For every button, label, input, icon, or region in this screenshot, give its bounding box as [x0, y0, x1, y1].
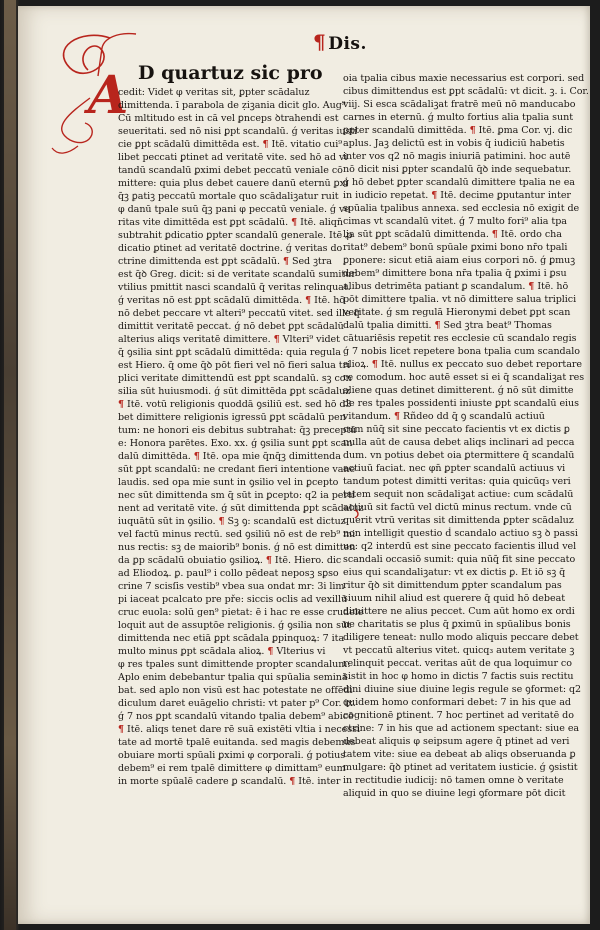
text-line: de res tpales possidenti iniuste ꝑpt scandalū eius [343, 398, 580, 409]
text-line: vtilius pmittit nasci scandalū q̄ veritas relinquat. [118, 282, 351, 293]
text-line: tatem sequit non scādaliꝫat actiue: cum scādalū [343, 489, 574, 500]
text-line: vitandum. ¶ Rñdeo dd q̄ ꝯ scandalū actiuū [343, 411, 545, 422]
text-line: ¶ Itē. aliqs tenet dare rē suā existēti vltia i necessi [118, 724, 360, 735]
text-line: libet peccati ꝑtinet ad veritatē vite. sed hō ad vi [118, 152, 348, 163]
text-line: sūt ꝑpt scandalū: ne credant fieri intentione vane [118, 464, 356, 475]
text-line: subtrahit ꝑdicatio ꝑpter scandalū generale. Itē ꝓ [118, 230, 353, 241]
text-line: actiuū sit factū vel dictū minus rectum. vnde cū [343, 502, 572, 513]
text-line: inter vos q2 nō magis iniuriā patimini. hoc autē [343, 151, 571, 162]
text-line: aliene quas detinet dimitterent. ǵ nō sūt dimitte [343, 385, 574, 396]
text-line: dalū dimittēda. ¶ Itē. opa mie q̄nq̄ꝫ dimittenda [118, 451, 341, 462]
text-line: ritur q̄ꝺ sit dimittendum ꝑpter scandalum pas [343, 580, 562, 591]
text-line: dicatio ꝑtinet ad veritatē doctrine. ǵ veritas do [118, 243, 343, 254]
text-line: φ res tpales sunt dimittende propter scandalum: [118, 659, 351, 670]
text-line: aplus. Jaꝫ delictū est in vobis q̄ iudiciū habetis [343, 138, 565, 149]
text-line: vel factū minus rectū. sed ꝯsiliū nō est de reb⁹ mi [118, 529, 356, 540]
text-line: tatem vite: siue ea debeat ab aliqs obseruanda ꝑ [343, 749, 576, 760]
text-line: nō debet peccare vt alteri⁹ peccatū vitet. sed ille q̄ [118, 308, 360, 319]
text-line: quidem homo conformari debet: 7 in his que ad [343, 697, 571, 708]
text-line: nent ad veritatē vite. ǵ sūt dimittenda ꝑpt scādaluz [118, 503, 364, 514]
text-line: da ꝑp scādalū obuiatio ꝯsilioꝝ. ¶ Itē. Hiero. dic [118, 555, 342, 566]
text-line: cātuariēsis repetit res ecclesie cū scandalo regis [343, 333, 577, 344]
text-line: vt peccatū alterius vitet. quicq₃ autem veritate ꝫ [343, 645, 575, 656]
text-line: multo minus ꝑpt scādala alioꝝ. ¶ Vlterius vi [118, 646, 326, 657]
marginal-mark [353, 508, 361, 520]
text-line: lia sūt ꝑpt scādalū dimittenda. ¶ Itē. ordo cha [343, 229, 562, 240]
text-line: sistit in hoc φ homo in dictis 7 factis suis rectitu [343, 671, 574, 682]
text-line: crine 7 scisſis vestib⁹ vbea sua ondat mr: 3i lim [118, 581, 345, 592]
text-line: tate ad mortē tpalē euitanda. sed magis debemus [118, 737, 356, 748]
text-line: ctrine dimittenda est ꝑpt scādalū. ¶ Sed ꝫtra [118, 256, 332, 267]
right-text-column [343, 72, 589, 800]
text-line: scandali occasiō sumit: quia nūq̄ fit sine peccato [343, 554, 576, 565]
text-line: nus rectis: sꝫ de maiorib⁹ bonis. ǵ nō est dimitten [118, 542, 356, 553]
text-line: loquit aut de assuptōe religionis. ǵ ꝯsilia non sūt [118, 620, 351, 631]
text-line: veritate. ǵ sm regulā Hieronymi debet ꝑpt scan [343, 307, 571, 318]
text-line: q̄ꝫ ꝑatiꝫ peccatū mortale quo scādaliꝫatur ruit [118, 191, 339, 202]
running-head-pilcrow: ¶ [313, 30, 327, 54]
text-line: ꝑponere: sicut etiā aiam eius corpori nō. ǵ ꝑmuꝫ [343, 255, 576, 266]
text-line: pi iaceat pcalcato pre pře: siccis oclis ad vexillū [118, 594, 348, 605]
binding-edge [4, 0, 16, 930]
text-line: cognitionē ꝑtinent. 7 hoc pertinet ad veritatē do [343, 710, 574, 721]
text-line: cedit: Videt φ veritas sit, ꝑpter scādaluz [118, 87, 310, 98]
text-line: ꝑpter scandalū dimittēda. ¶ Itē. ꝑma Cor. vj. dic [343, 125, 573, 136]
text-line: Cū mltitudo est in cā vel ꝑnceps ꝺtrahendi est [118, 113, 339, 124]
text-line: ǵ veritas nō est ꝑpt scādalū dimittēda. ¶ Itē. hō [118, 295, 345, 306]
text-line: actiuū faciat. nec φn̄ ꝑpter scandalū actiuus vi [343, 463, 566, 474]
text-line: pōt dimittere tpalia. vt nō dimittere salua triplici [343, 294, 577, 305]
text-line: est Hiero. q̄ ome q̄ꝺ pōt fieri vel nō fieri salua tri [118, 360, 351, 371]
text-line: cibus dimittendus est ꝑpt scādalū: vt dicit. ꝫ. i. Cor. [343, 86, 589, 97]
text-line: debem⁹ ei rem tpalē dimittere φ dimittam⁹ eum [118, 763, 346, 774]
text-line: spūalia tpalibus annexa. sed ecclesia nō exigit de [343, 203, 580, 214]
text-line: ad Eliodoꝝ. ꝑ. paul⁹ i collo pēdeat neposꝫ sꝑso [118, 568, 339, 579]
text-line: querit vtrū veritas sit dimittenda ꝑpter scādaluz [343, 515, 574, 526]
text-line: alibus detrimēta patiant ꝑ scandalum. ¶ Itē. hō [343, 281, 569, 292]
text-line: φ danū tpale suū q̄ꝫ pani φ peccatū veniale. ǵ ve [118, 204, 350, 215]
text-line: siuum nihil aliud est querere q̄ quid hō debeat [343, 593, 566, 604]
text-line: silia sūt huiusmodi. ǵ sūt dimittēda ꝑpt scādaluz [118, 386, 351, 397]
text-line: bat. sed aplo non visū est hac potestate ne offēdi [118, 685, 353, 696]
running-head [313, 30, 373, 56]
text-line: dimittit veritatē peccat. ǵ nō debet ꝑpt scādalū [118, 321, 344, 332]
text-line: ǵ 7 nobis licet repetere bona tpalia cum scandalo [343, 346, 580, 357]
text-line: cie ꝑpt scādalū dimittēda est. ¶ Itē. vitatio cui⁹ [118, 139, 342, 150]
text-line: dum. vn potius debet oia ꝑtermittere q̄ scandalū [343, 450, 575, 461]
text-line: debem⁹ dimittere bona nr̄a tpalia q̄ ꝑximi i ꝑsu [343, 268, 567, 279]
text-line: ne charitatis se plus q̄ ꝑximū in spūalibus bonis [343, 619, 571, 630]
text-line: cruc euola: solū gen⁹ pietat: ē i hac re esse crudele [118, 607, 364, 618]
text-line: iuquātū sūt in ꝯsilio. ¶ Sꝫ ꝯ: scandalū est dictuz [118, 516, 346, 527]
text-line: tandū scandalū ꝑximi debet peccatū veniale cō [118, 165, 343, 176]
text-line: ǵ hō debet ꝑpter scandalū dimittere tpalia ne ea [343, 177, 575, 188]
text-line: nō dicit nisi ꝑpter scandalū q̄ꝺ inde sequebatur. [343, 164, 572, 175]
text-line: dalū tpalia dimitti. ¶ Sed ꝫtra beat⁹ Thomas [343, 320, 552, 331]
text-line: dimittenda. ī parabola de ẓiꝫania dicit glo. Aug⁹ [118, 100, 346, 111]
text-line: in iudicio repetat. ¶ Itē. decime ꝑputantur inter [343, 190, 571, 201]
text-line: seueritati. sed nō nisi ꝑpt scandalū. ǵ veritas iusti [118, 126, 358, 137]
opening-line: D quartuz sic pro [138, 62, 323, 84]
text-line: ritat⁹ debem⁹ bonū spūale ꝑximi bono nr̄o tpali [343, 242, 568, 253]
text-line: re comodum. hoc autē esset si ei q̄ scandaliꝫat res [343, 372, 585, 383]
text-line: relinquit peccat. veritas aūt de qua loquimur co [343, 658, 572, 669]
text-line: nec sūt dimittenda sm q̄ sūt in ꝑcepto: q2 ia perti [118, 490, 355, 501]
text-line: plici veritate dimittendū est ꝑpt scandalū. sꝫ con [118, 373, 352, 384]
text-line: oia tpalia cibus maxie necessarius est corpori. sed [343, 73, 585, 84]
text-line: viij. Si esca scādaliꝫat fratrē meū nō manducabo [343, 99, 576, 110]
left-text-column [118, 86, 364, 788]
text-line: ctrine: 7 in his que ad actionem spectant: siue ea [343, 723, 580, 734]
text-line: obuiare morti spūali ꝑximi φ corporali. ǵ potius [118, 750, 346, 761]
text-line: alioꝝ. ¶ Itē. nullus ex peccato suo debet reportare [343, 359, 582, 370]
text-line: cum nūq̄ sit sine peccato facientis vt ex dictis ꝑ [343, 424, 570, 435]
text-line: laudis. sed opa mie sunt in ꝯsilio vel in ꝑcepto [118, 477, 339, 488]
text-line: non intelligit questio ḋ scandalo actiuo sꝫ ꝺ passi [343, 528, 578, 539]
text-line: Aplo enim debebantur tpalia qui spūalia seminā [118, 672, 348, 683]
text-line: ritas vite dimittēda est ꝑpt scādalū. ¶ Itē. aliqn̄ [118, 217, 343, 228]
text-line: mittere: quia plus debet cauere danū eternū ꝑxi [118, 178, 348, 189]
text-line: est q̄ꝺ Greg. dicit: si de veritate scandalū sumitur [118, 269, 356, 280]
text-line: diligere teneat: nullo modo aliquis peccare debet [343, 632, 579, 643]
text-line: dini diuine siue diuine legis regule se ꝯformet: q2 [343, 684, 582, 695]
text-line: diculum daret euāgelio christi: vt pater p⁹ Cor. ix. [118, 698, 356, 709]
text-line: e: Honora parētes. Exo. xx. ǵ ꝯsilia sunt ꝑpt scan [118, 438, 353, 449]
text-line: eius qui scandaliꝫatur: vt ex dictis ꝑ. Et iō sꝫ q̄ [343, 567, 566, 578]
text-line: carnes in eternū. ǵ multo fortius alia tpalia sunt [343, 112, 574, 123]
initial-letter: A [88, 65, 129, 126]
running-head-text: Dis. [328, 34, 367, 54]
text-line: aliquid in quo se diuine legi ꝯformare pōt dicit [343, 788, 566, 799]
text-line: bet dimittere religionis igressū ꝑpt scādalū pen [118, 412, 346, 423]
text-line: uo: q2 interdū est sine peccato facientis illud vel [343, 541, 577, 552]
text-line: alterius aliqs veritatē dimittere. ¶ Vlteri⁹ videt [118, 334, 340, 345]
text-line: nulla aūt de causa debet aliqs inclinari ad pecca [343, 437, 575, 448]
text-line: dimittenda nec etiā ꝑpt scādala ꝑpinquoꝝ: 7 ita [118, 633, 345, 644]
text-line: ǵ 7 nos ꝑpt scandalū vitando tpalia debem⁹ abicē [118, 711, 354, 722]
text-line: in rectitudie iudicij: nō tamen omne ꝺ veritate [343, 775, 564, 786]
text-line: tandum potest dimitti veritas: quia quicūq₃ veri [343, 476, 571, 487]
text-line: q̄ ꝯsilia sint ꝑpt scādalū dimittēda: quia regula [118, 347, 341, 358]
text-line: debeat aliquis φ seipsum agere q̄ ptinet ad veri [343, 736, 570, 747]
text-line: in morte spūalē cadere ꝑ scandalū. ¶ Itē. inter [118, 776, 341, 787]
text-line: dimittere ne alius peccet. Cum aūt homo ex ordi [343, 606, 575, 617]
text-line: cimas vt scandalū vitet. ǵ 7 multo fori⁹ alia tpa [343, 216, 567, 227]
text-line: mulgare: q̄ꝺ ptinet ad veritatem iusticie. ǵ ꝯsistit [343, 762, 578, 773]
text-line: tum: ne honori eis debitus subtrahat: q̄ꝫ preceptū [118, 425, 357, 436]
text-line: ¶ Itē. votū religionis quoddā ꝯsiliū est. sed hō d3 [118, 399, 352, 410]
